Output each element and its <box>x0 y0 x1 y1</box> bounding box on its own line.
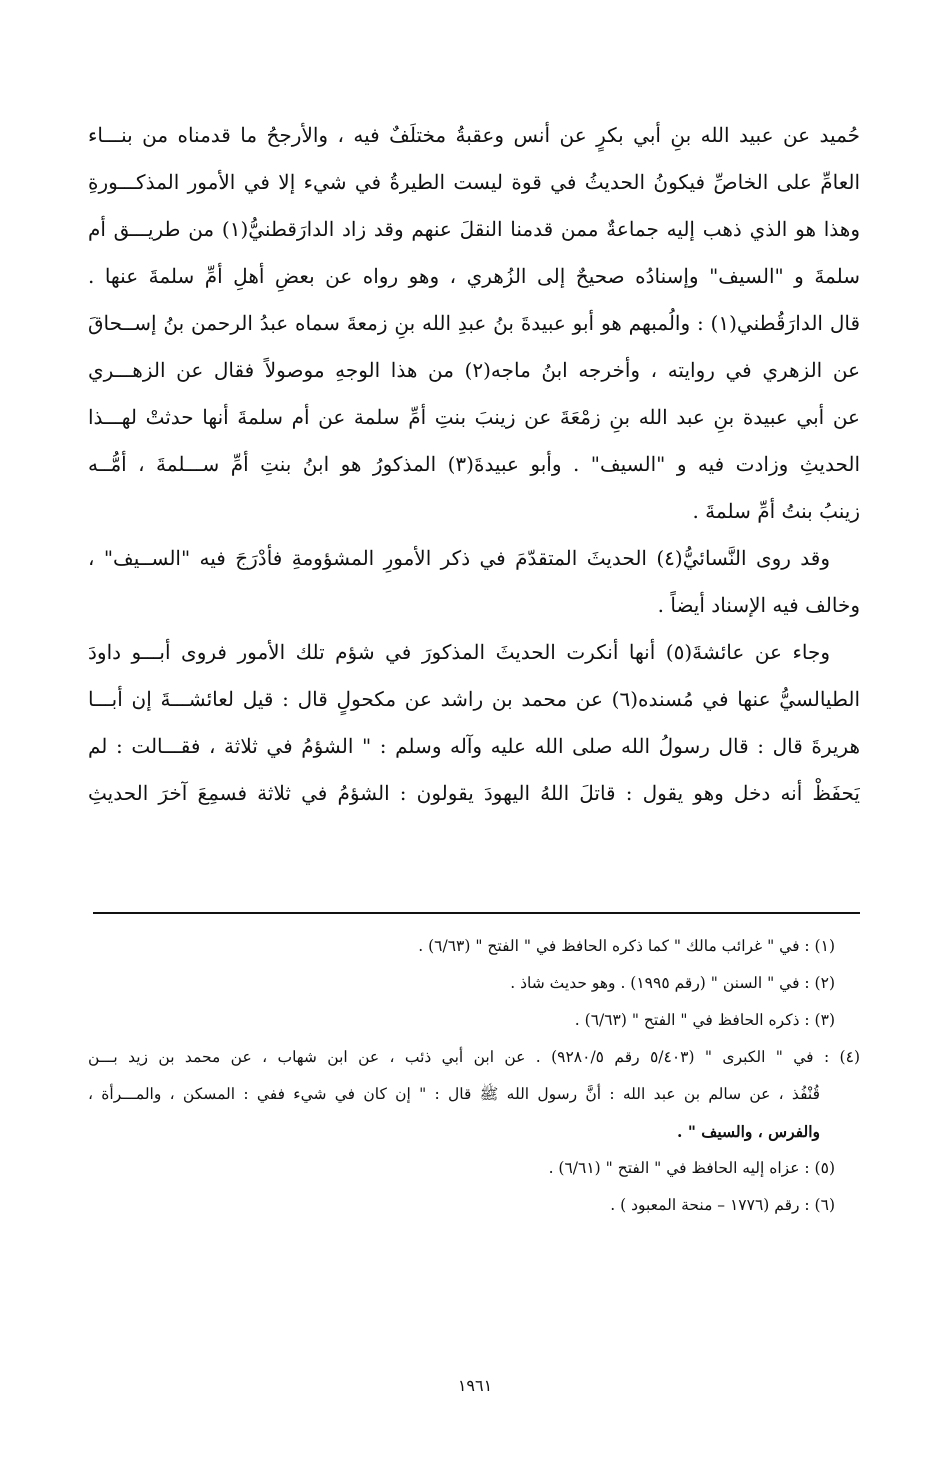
text-line: وجاء عن عائشةَ(٥) أنها أنكرت الحديثَ المذكورَ في شؤم تلك الأمور فروى أبـــو داودَ <box>88 640 830 664</box>
footnote-line: (٣) : ذكره الحافظ في " الفتح " (٦/٦٣) . <box>574 1011 835 1029</box>
footnote-line: والفرس ، والسيف " . <box>677 1122 820 1141</box>
footnote-line: (٦) : رقم (١٧٧٦ – منحة المعبود ) . <box>610 1196 835 1214</box>
text-line: عن أبي عبيدة بنِ عبد الله بنِ زمْعَةَ عن زينبَ بنتِ أمِّ سلمة عن أم سلمةَ أنها حدثتْ لهـــذا <box>88 405 860 429</box>
footnote-line: (١) : في " غرائب مالك " كما ذكره الحافظ في " الفتح " (٦/٦٣) . <box>418 937 835 955</box>
text-line: وهذا هو الذي ذهب إليه جماعةٌ ممن قدمنا النقلَ عنهم وقد زاد الدارَقطنيُّ(١) من طريـــق أم <box>88 217 860 241</box>
footnote-line: (٤) : في " الكبرى " (٥/٤٠٣ رقم ٩٢٨٠/٥) . عن ابن أبي ذئب ، عن ابن شهاب ، عن محمد بن زيد بـــن <box>88 1048 860 1066</box>
text-line: زينبُ بنتُ أمِّ سلمةَ . <box>692 499 860 523</box>
text-line: الطيالسيُّ عنها في مُسنده(٦) عن محمد بن راشد عن مكحولٍ قال : قيل لعائشـــةَ إن أبـــا <box>88 687 860 711</box>
text-line: العامِّ على الخاصِّ فيكونُ الحديثُ في قوة ليست الطيرةُ في شيء إلا في الأمور المذكـــورةِ <box>88 170 860 194</box>
text-line: وخالف فيه الإسناد أيضاً . <box>657 593 860 617</box>
footnotes <box>88 928 860 1224</box>
footnote-line: (٢) : في " السنن " (رقم ١٩٩٥) . وهو حديث شاذ . <box>510 974 835 992</box>
footnote-line: (٥) : عزاه إليه الحافظ في " الفتح " (٦/٦١) . <box>548 1159 835 1177</box>
footnote-line: قُنْفُذ ، عن سالم بن عبد الله : أنَّ رسول الله ﷺ قال : " إن كان في شيء ففي : المسكن ، والمـــرأة ، <box>88 1085 820 1103</box>
text-line: حُميد عن عبيد الله بنِ أبي بكرٍ عن أنس وعقبةُ مختلَفٌ فيه ، والأرجحُ ما قدمناه من بنـــاء <box>88 123 860 147</box>
text-line: وقد روى النَّسائيُّ(٤) الحديثَ المتقدّمَ في ذكر الأمورِ المشؤومةِ فأدْرَجَ فيه "الســيف" ، <box>88 546 831 570</box>
text-line: الحديثِ وزادت فيه و "السيف" . وأبو عبيدةَ(٣) المذكورُ هو ابنُ بنتِ أمِّ ســـلمةَ ، أمُّــه <box>88 452 860 476</box>
text-line: هريرةَ قال : قال رسولُ الله صلى الله عليه وآله وسلم : " الشؤمُ في ثلاثة ، فقـــالت : لم <box>88 734 860 758</box>
text-line: عن الزهري في روايته ، وأخرجه ابنُ ماجه(٢) من هذا الوجهِ موصولاً فقال عن الزهـــري <box>88 358 860 382</box>
main-text <box>88 112 860 817</box>
text-line: قال الدارَقُطني(١) : والُمبهم هو أبو عبيدةَ بنُ عبدِ الله بنِ زمعةَ سماه عبدُ الرحمن بنُ إســحاقَ <box>88 311 860 335</box>
page-number: ١٩٦١ <box>457 1376 493 1395</box>
text-line: سلمةَ و "السيف" وإسنادُه صحيحٌ إلى الزُهري ، وهو رواه عن بعضِ أهلِ أمِّ سلمةَ عنها . <box>88 264 860 288</box>
footnote-divider <box>93 912 860 914</box>
text-line: يَحفَظْ أنه دخل وهو يقول : قاتلَ اللهُ اليهودَ يقولون : الشؤمُ في ثلاثة فسمِعَ آخرَ الحديثِ <box>88 781 860 805</box>
